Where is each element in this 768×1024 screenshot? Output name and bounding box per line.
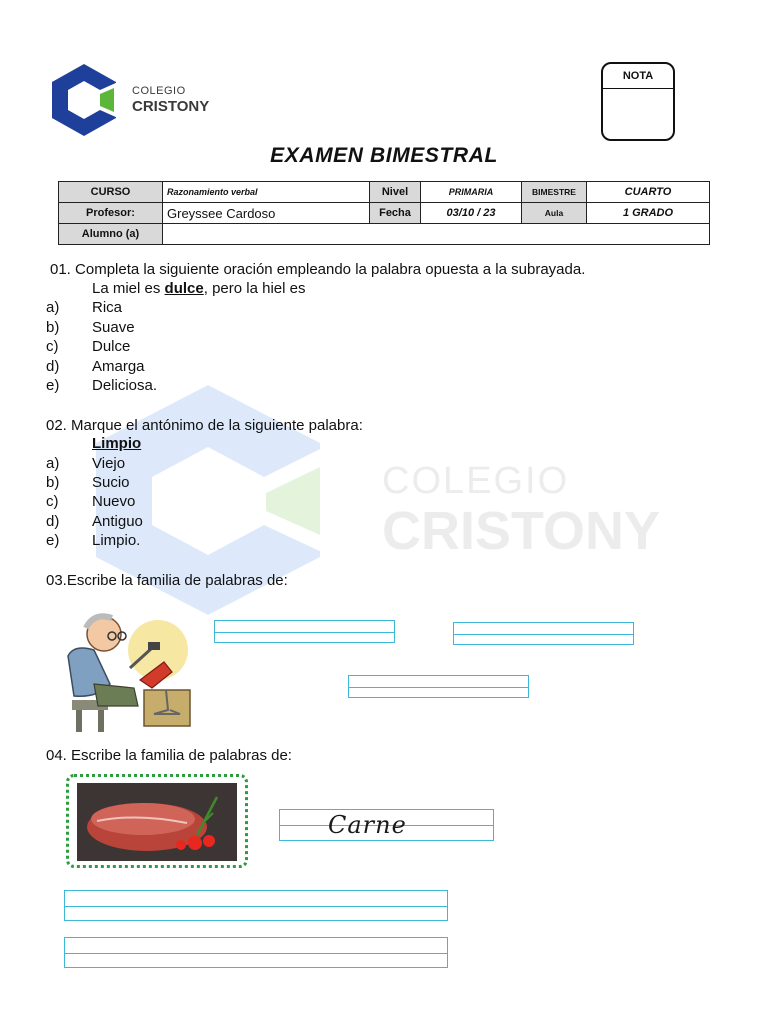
option[interactable]: a) Viejo	[46, 454, 126, 472]
watermark-text: COLEGIO CRISTONY	[382, 460, 661, 561]
level-value: PRIMARIA	[421, 182, 522, 203]
shoemaker-illustration	[54, 606, 196, 740]
option[interactable]: d) Antiguo	[46, 512, 143, 530]
question-1-prompt: 01. Completa la siguiente oración empleando la palabra opuesta a la subrayada.	[50, 261, 586, 278]
option[interactable]: e) Deliciosa.	[46, 377, 158, 394]
student-label: Alumno (a)	[59, 224, 163, 245]
option[interactable]: e) Limpio.	[46, 532, 141, 549]
date-value: 03/10 / 23	[421, 203, 522, 224]
answer-line[interactable]	[453, 622, 634, 645]
school-logo-icon	[50, 64, 118, 136]
answer-line[interactable]	[64, 890, 448, 921]
option[interactable]: b) Sucio	[46, 474, 130, 491]
question-1-sentence: La miel es dulce, pero la hiel es	[92, 280, 306, 297]
question-2-word: Limpio	[92, 435, 142, 452]
term-value: CUARTO	[587, 182, 710, 203]
question-2-prompt: 02. Marque el antónimo de la siguiente palabra:	[46, 417, 363, 434]
school-name: COLEGIO CRISTONY	[132, 85, 210, 115]
level-label: Nivel	[370, 182, 421, 203]
underlined-word: dulce	[164, 280, 204, 297]
classroom-label: Aula	[522, 203, 587, 224]
option[interactable]: a) Rica	[46, 299, 123, 316]
option[interactable]: b) Suave	[46, 318, 135, 336]
classroom-value: 1 GRADO	[587, 203, 710, 224]
question-3-prompt: 03.Escribe la familia de palabras de:	[46, 572, 288, 589]
student-name-field[interactable]	[163, 224, 710, 245]
teacher-label: Profesor:	[59, 203, 163, 224]
option[interactable]: c) Dulce	[46, 338, 131, 355]
answer-line[interactable]	[348, 675, 529, 698]
course-value: Razonamiento verbal	[163, 182, 370, 203]
meat-image-frame	[66, 774, 248, 868]
term-label: BIMESTRE	[522, 182, 587, 203]
exam-title: EXAMEN BIMESTRAL	[270, 144, 498, 167]
answer-line[interactable]	[214, 620, 395, 643]
meat-illustration	[77, 783, 237, 861]
date-label: Fecha	[370, 203, 421, 224]
cursive-word: Carne	[328, 811, 407, 839]
course-label: CURSO	[59, 182, 163, 203]
option[interactable]: c) Nuevo	[46, 493, 136, 510]
student-info-table	[58, 181, 710, 245]
question-4-prompt: 04. Escribe la familia de palabras de:	[46, 747, 292, 764]
teacher-value: Greyssee Cardoso	[163, 203, 370, 224]
grade-label: NOTA	[603, 64, 673, 89]
option[interactable]: d) Amarga	[46, 357, 145, 375]
grade-box	[601, 62, 675, 141]
answer-line[interactable]	[64, 937, 448, 968]
